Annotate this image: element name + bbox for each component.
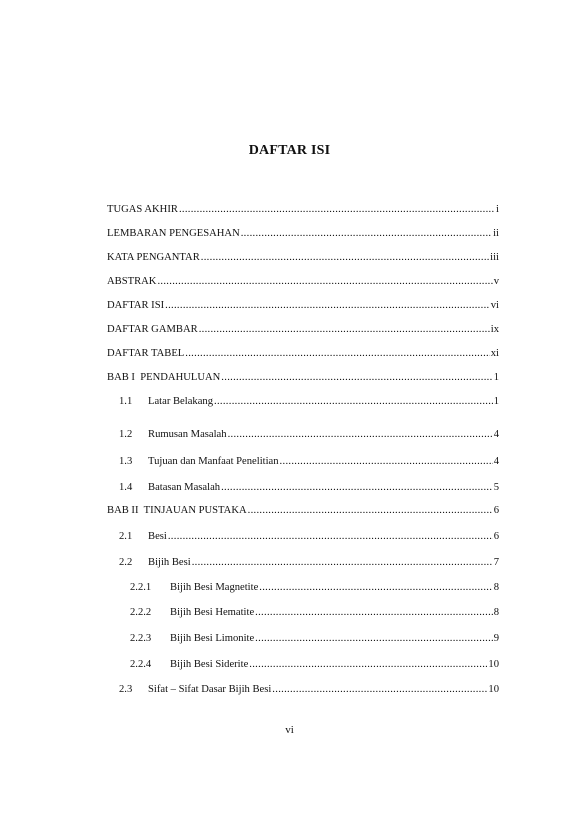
toc-entry[interactable]: [107, 346, 499, 362]
toc-dot-leader: [221, 480, 493, 496]
toc-dot-leader: [249, 657, 487, 673]
toc-entry-page: ix: [490, 324, 499, 335]
toc-entry-number: 2.2.2: [130, 607, 152, 618]
toc-dot-leader: [157, 274, 492, 290]
toc-entry-title: Tujuan dan Manfaat Penelitian: [148, 456, 279, 467]
toc-dot-leader: [185, 346, 489, 362]
toc-entry-title: DAFTAR TABEL: [107, 348, 185, 359]
toc-entry[interactable]: [119, 480, 499, 496]
toc-entry-page: ii: [493, 228, 499, 239]
toc-entry-page: 7: [493, 557, 499, 568]
toc-entry-number: 2.1: [119, 531, 133, 542]
toc-entry[interactable]: [119, 529, 499, 545]
toc-entry[interactable]: [119, 394, 499, 410]
toc-entry-page: 4: [493, 429, 499, 440]
toc-entry-title: Bijih Besi Limonite: [170, 633, 255, 644]
toc-entry-title: DAFTAR ISI: [107, 300, 165, 311]
page-title: DAFTAR ISI: [248, 143, 331, 158]
toc-entry-page: 9: [493, 633, 499, 644]
toc-entry-number: 1.3: [119, 456, 133, 467]
toc-entry-page: 10: [488, 684, 499, 695]
toc-entry[interactable]: [119, 454, 499, 470]
toc-dot-leader: [165, 298, 490, 314]
toc-dot-leader: [248, 503, 493, 519]
toc-entry-page: i: [496, 204, 499, 215]
toc-entry-title: ABSTRAK: [107, 276, 157, 287]
toc-entry-page: 10: [488, 659, 499, 670]
toc-entry-title: KATA PENGANTAR: [107, 252, 200, 263]
toc-dot-leader: [280, 454, 493, 470]
toc-entry-title: Besi: [148, 531, 167, 542]
toc-entry-page: 5: [493, 482, 499, 493]
toc-entry-title: Rumusan Masalah: [148, 429, 227, 440]
toc-entry-page: 8: [493, 607, 499, 618]
toc-entry-number: 2.2.3: [130, 633, 152, 644]
toc-entry-title: Batasan Masalah: [148, 482, 221, 493]
toc-entry-page: v: [493, 276, 499, 287]
toc-entry-page: 4: [493, 456, 499, 467]
toc-dot-leader: [192, 555, 493, 571]
toc-dot-leader: [255, 605, 493, 621]
toc-entry-title: BAB II TINJAUAN PUSTAKA: [107, 505, 247, 516]
toc-entry[interactable]: [130, 605, 499, 621]
toc-entry[interactable]: [107, 202, 499, 218]
toc-entry-title: Bijih Besi: [148, 557, 191, 568]
toc-entry[interactable]: [107, 298, 499, 314]
toc-entry[interactable]: [107, 250, 499, 266]
toc-entry[interactable]: [107, 322, 499, 338]
toc-dot-leader: [214, 394, 493, 410]
toc-entry-page: 1: [493, 396, 499, 407]
toc-dot-leader: [255, 631, 493, 647]
toc-entry-page: vi: [490, 300, 499, 311]
toc-entry[interactable]: [107, 370, 499, 386]
toc-entry-number: 1.4: [119, 482, 133, 493]
toc-entry-title: Bijih Besi Siderite: [170, 659, 249, 670]
toc-dot-leader: [241, 226, 492, 242]
toc-entry-title: TUGAS AKHIR: [107, 204, 178, 215]
toc-dot-leader: [221, 370, 492, 386]
toc-entry-title: Sifat – Sifat Dasar Bijih Besi: [148, 684, 272, 695]
toc-entry-page: 6: [493, 505, 499, 516]
toc-dot-leader: [168, 529, 493, 545]
toc-dot-leader: [201, 250, 489, 266]
toc-entry[interactable]: [119, 555, 499, 571]
toc-dot-leader: [228, 427, 493, 443]
toc-entry-page: 6: [493, 531, 499, 542]
toc-entry-number: 1.1: [119, 396, 133, 407]
toc-entry[interactable]: [119, 682, 499, 698]
toc-entry[interactable]: [107, 503, 499, 519]
toc-entry-page: 8: [493, 582, 499, 593]
toc-entry-title: BAB I PENDAHULUAN: [107, 372, 221, 383]
toc-entry[interactable]: [130, 580, 499, 596]
toc-entry[interactable]: [107, 274, 499, 290]
toc-entry-title: LEMBARAN PENGESAHAN: [107, 228, 240, 239]
page-number: vi: [285, 724, 294, 736]
toc-entry-number: 1.2: [119, 429, 133, 440]
toc-entry-title: Bijih Besi Magnetite: [170, 582, 259, 593]
toc-entry-page: 1: [493, 372, 499, 383]
toc-dot-leader: [272, 682, 487, 698]
toc-entry-page: iii: [490, 252, 499, 263]
toc-entry-title: DAFTAR GAMBAR: [107, 324, 198, 335]
toc-entry[interactable]: [119, 427, 499, 443]
toc-entry[interactable]: [107, 226, 499, 242]
toc-entry-number: 2.2.1: [130, 582, 152, 593]
toc-dot-leader: [259, 580, 492, 596]
toc-dot-leader: [199, 322, 490, 338]
toc-entry-title: Latar Belakang: [148, 396, 214, 407]
toc-entry-number: 2.2.4: [130, 659, 152, 670]
toc-entry-number: 2.3: [119, 684, 133, 695]
toc-dot-leader: [179, 202, 495, 218]
toc-entry-page: xi: [490, 348, 499, 359]
toc-entry-number: 2.2: [119, 557, 133, 568]
toc-entry[interactable]: [130, 631, 499, 647]
toc-entry-title: Bijih Besi Hematite: [170, 607, 255, 618]
toc-entry[interactable]: [130, 657, 499, 673]
